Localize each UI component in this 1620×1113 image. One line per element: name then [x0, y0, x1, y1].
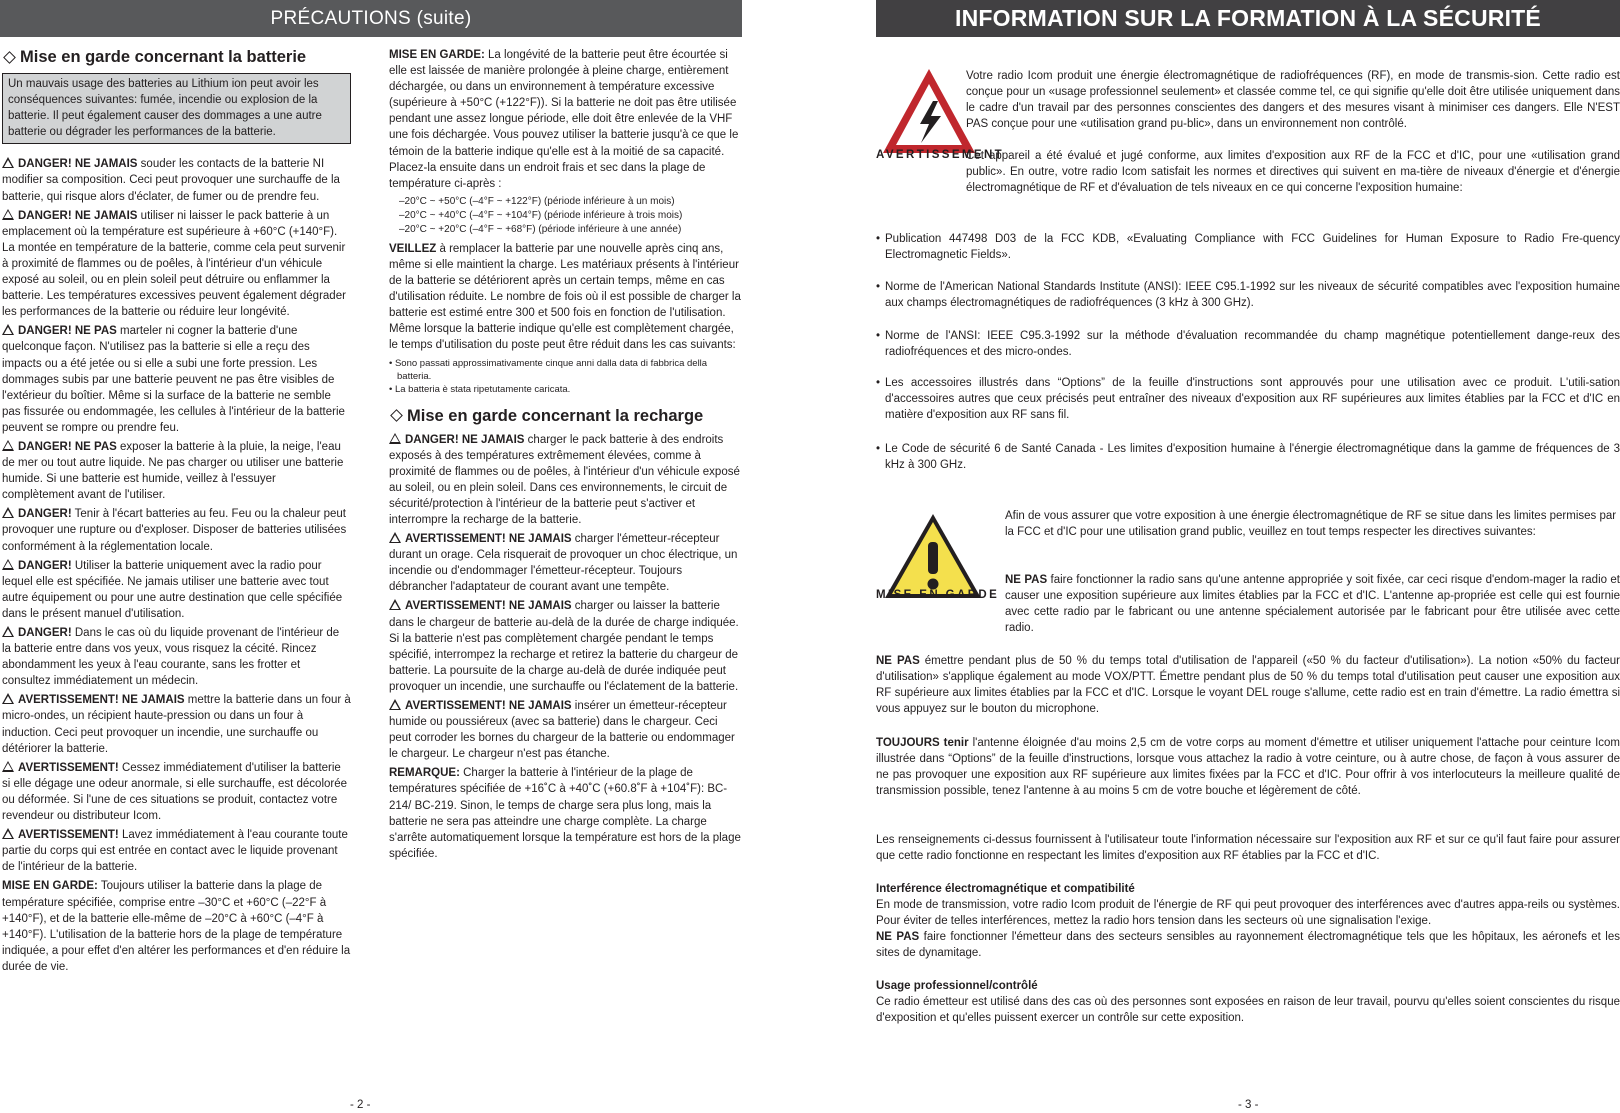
column-1 [2, 47, 351, 978]
warning-triangle-icon [2, 559, 14, 570]
caution-label: MISE EN GARDE [876, 589, 1000, 601]
recharge-warnings-list [389, 432, 741, 862]
page-header-precautions: PRÉCAUTIONS (suite) [0, 0, 742, 37]
replacement-paragraph: VEILLEZ à remplacer la batterie par une nouvelle après cinq ans, même si elle maintient la charge. Les matériaux présents à l'intérieur de la batterie se détériorent après un certain temps, même en cas d'utilisation réduite. Le nombre de fois où il est possible de charger la batterie est estimé entre 300 et 500 fois en fonction de l'utilisation. Même lorsque la batterie indique qu'elle est complètement chargée, le temps d'utilisation du poste peut être réduit dans les cas suivants: [389, 242, 741, 352]
diamond-icon [3, 51, 16, 64]
warning-paragraph: AVERTISSEMENT! NE JAMAIS insérer un émetteur-récepteur humide ou poussiéreux (avec sa batterie) dans le chargeur. Ceci peut corroder les bornes du chargeur de la batterie ou endommager le chargeur. Le chargeur n'est pas étanche. [389, 700, 735, 761]
battery-intro-box: Un mauvais usage des batteries au Lithium ion peut avoir les conséquences suivantes: fumée, incendie ou explosion de la batterie. Il peut également causer des dommages a une autre batterie ou dégrader les performances de la batterie. [2, 73, 351, 144]
warning-paragraph: DANGER! NE PAS exposer la batterie à la pluie, la neige, l'eau de mer ou tout autre liquide. Ne pas charger ou utiliser une batterie humide. Si une batterie est humide, veillez à l'essuyer complètement avant de l'utiliser. [2, 440, 344, 502]
usage-section-title: Usage professionnel/contrôlé [876, 980, 1038, 992]
warning-paragraph: REMARQUE: Charger la batterie à l'intérieur de la plage de températures spécifiée de +16˚C à +40˚C (+60.8˚F à +104˚F): BC-214/ BC-219. Sinon, le temps de charge sera plus long, mais la batterie ne sera pas atteindre une charge complète. La charge s'arrête automatiquement lorsque la température est hors de la plage spécifiée. [389, 767, 741, 860]
rf-intro-paragraph-2: Cet appareil a été évalué et jugé conforme, aux limites d'exposition aux RF de la FCC et d'IC, pour une «utilisation grand public». En outre, votre radio Icom satisfait les normes et directives qui suivent en ma-tière de niveaux d'énergie et d'énergie électromagnétique de RF et d'évaluation de tels niveaux en ce qui concerne l'exposition humaine: [966, 150, 1620, 195]
page-number-left: - 2 - [350, 1099, 371, 1111]
battery-section-title: Mise en garde concernant la batterie [2, 47, 351, 67]
warning-paragraph: AVERTISSEMENT! Cessez immédiatement d'utiliser la batterie si elle dégage une odeur anormale, si elle surchauffe, est décolorée ou déformée. Si l'une de ces situations se produit, contactez votre revendeur ou distributeur Icom. [2, 761, 348, 823]
exclamation-dot [928, 579, 939, 590]
warning-paragraph: DANGER! NE PAS marteler ni cogner la batterie d'une quelconque façon. N'utilisez pas la batterie si elle a reçu des impacts ou a été jetée ou si elle a subi une forte pression. Les dommages subis par une batterie peuvent ne pas être visibles de l'extérieur du boîtier. Même si la surface de la batterie ne semble pas fissurée ou endommagée, les cellules à l'intérieur de la batterie peuvent se rompre ou prendre feu. [2, 325, 345, 434]
exclamation-bar [928, 542, 938, 574]
reduced-time-cases-list [389, 357, 741, 396]
warning-triangle-icon [2, 209, 14, 220]
warning-paragraph: DANGER! NE JAMAIS souder les contacts de la batterie NI modifier sa composition. Ceci peut provoquer une surchauffe de la batterie, qui risque alors d'éclater, de fumer ou de prendre feu. [2, 158, 340, 203]
caution-intro-paragraph: Afin de vous assurer que votre exposition à une énergie électromagnétique de RF se situe dans les limites permises par la FCC et d'IC pour une utilisation grand public, veuillez en tout temps respecter les directives suivantes: [1005, 510, 1617, 539]
battery-warnings-list [2, 156, 351, 975]
page-number-right: - 3 - [1238, 1099, 1259, 1111]
right-page [876, 0, 1620, 1113]
warning-paragraph: DANGER! Dans le cas où du liquide provenant de l'intérieur de la batterie entre dans vos yeux, vous risquez la cécité. Rincez abondamment les yeux à l'eau courante, sans les frotter et consultez immédiatement un médecin. [2, 627, 340, 688]
warning-paragraph: AVERTISSEMENT! NE JAMAIS charger ou laisser la batterie dans le chargeur de batterie au-delà de la durée de charge indiquée. Si la batterie n'est pas complètement chargée pendant le temps spécifié, interrompez la recharge et retirez la batterie du chargeur de batterie. La poursuite de la charge au-delà de durée indiquée peut provoquer un incendie, une surchauffe ou l'éclatement de la batterie. [389, 600, 739, 693]
storage-caution-paragraph: MISE EN GARDE: La longévité de la batterie peut être écourtée si elle est laissée de manière prolongée à pleine charge, entièrement déchargée, ou dans un environnement à température excessive (supérieure à +50°C (+122°F)). Si la batterie ne doit pas être utilisée pendant une assez longue période, elle doit être enlevée de la VHF une fois déchargée. Vous pouvez utiliser la batterie jusqu'à ce que le témoin de la batterie indique qu'elle est à la moitié de sa capacité. Placez-la ensuite dans un endroit frais et sec dans la plage de température ci-après : [389, 49, 739, 190]
warning-label: AVERTISSEMENT [876, 149, 1005, 161]
warning-paragraph: DANGER! Utiliser la batterie uniquement avec la radio pour lequel elle est spécifiée. Ne jamais utiliser une batterie avec tout autre équipement ou pour une autre destination que celle spécifiée dans le présent manuel d'utilisation. [2, 559, 343, 620]
warning-triangle-icon [2, 626, 14, 637]
left-page [0, 0, 742, 1113]
warning-triangle-icon [2, 828, 14, 839]
warning-triangle-icon [2, 761, 14, 772]
usage-paragraph: Ce radio émetteur est utilisé dans des cas où des personnes sont exposées en raison de leur travail, pourvu qu'elles soient conscientes du risque d'exposition et qu'elles puissent exercer un contrôle sur cette exposition. [876, 996, 1620, 1025]
recharge-section-title: Mise en garde concernant la recharge [389, 406, 741, 426]
column-2 [389, 47, 741, 865]
page-header-rf-safety: INFORMATION SUR LA FORMATION À LA SÉCURITÉ [876, 0, 1620, 37]
warning-triangle-icon [389, 433, 401, 444]
warning-paragraph: DANGER! NE JAMAIS utiliser ni laisser le pack batterie à un emplacement où la température est supérieure à +60°C (+140°F). La montée en température de la batterie, comme cela peut survenir à proximité de flammes ou de poêles, à l'intérieur d'un véhicule exposé au soleil, ou en plein soleil peut détruire ou enflammer la batterie. Les températures excessives peuvent également dégrader les performances de la batterie ou réduire leur longévité. [2, 209, 346, 319]
warning-paragraph: AVERTISSEMENT! NE JAMAIS mettre la batterie dans un four à micro-ondes, un récipient haute-pression ou dans un four à induction. Ceci peut provoquer un incendie, une surchauffe ou détériorer la batterie. [2, 694, 351, 755]
warning-triangle-icon [2, 507, 14, 518]
temperature-range-item: –20°C ~ +40°C (–4°F ~ +104°F) (période inférieure à trois mois) [399, 209, 683, 221]
emc-nepas-paragraph: NE PAS faire fonctionner l'émetteur dans des secteurs sensibles au rayonnement électromagnétique tels que les hôpitaux, les aéronefs et les sites de dynamitage. [876, 931, 1620, 960]
warning-triangle-icon [2, 324, 14, 335]
warning-paragraph: AVERTISSEMENT! NE JAMAIS charger l'émetteur-récepteur durant un orage. Cela risquerait de provoquer un choc électrique, un incendie ou d'endommager l'émetteur-récepteur. Toujours débrancher l'adaptateur de courant avant une tempête. [389, 533, 738, 594]
diamond-icon [390, 409, 403, 422]
warning-paragraph: AVERTISSEMENT! Lavez immédiatement à l'eau courante toute partie du corps qui est entrée en contact avec le liquide provenant de l'intérieur de la batterie. [2, 829, 348, 874]
antenna-distance-paragraph: TOUJOURS tenir l'antenne éloignée d'au moins 2,5 cm de votre corps au moment d'émettre et utiliser uniquement l'attache pour ceinture Icom illustrée dans “Options” de la feuille d'instructions, lorsque vous attachez la radio à votre ceinture, ou à autre chose, de façon à vous assurer de ne pas provoquer une exposition aux RF supérieure aux limites fixées par la FCC et d'IC. Pour offrir à vos interlocuteurs la meilleure qualité de transmission possible, tenez l'antenne à au moins 5 cm de votre bouche et légèrement de côté. [876, 737, 1620, 798]
storage-temperature-list [389, 195, 741, 237]
standards-list-item: • Les accessoires illustrés dans “Options” de la feuille d'instructions sont approuvés pour une utilisation avec ce produit. L'utili-sation d'accessoires autres que ceux précisés peut entraîner des niveaux d'exposition aux RF supérieures aux limites établies par la FCC et d'IC en matière d'exposition aux RF sans fil. [876, 377, 1620, 422]
list-item: • La batteria è stata ripetutamente caricata. [389, 383, 571, 395]
warning-triangle-icon [2, 157, 14, 168]
warning-paragraph: DANGER! NE JAMAIS charger le pack batterie à des endroits exposés à des températures extrêmement élevées, comme à proximité de flammes ou de poêles, à l'intérieur d'un véhicule exposé au soleil, ou en plein soleil. Dans ces environnements, le circuit de sécurité/protection à l'intérieur de la batterie peut s'activer et interrompre la recharge de la batterie. [389, 433, 740, 526]
rf-intro-paragraph: Votre radio Icom produit une énergie électromagnétique de radiofréquences (RF), en mode de transmis-sion. Cette radio est conçue pour un «usage professionnel seulement» et classée comme tel, ce qui signifie qu'elle doit être utilisée uniquement dans le cadre d'un travail par des personnes conscientes des dangers et des mesures visant à minimiser ces dangers. Elle N'EST PAS conçue pour une «utilisation grand pu-blic», dans un environnement non contrôlé. [966, 70, 1620, 131]
standards-list-item: • Norme de l'American National Standards Institute (ANSI): IEEE C95.1-1992 sur les niveaux de sécurité compatibles avec l'exposition humaine aux champs électromagnétiques de radiofréquences (3 kHz à 300 GHz). [876, 281, 1620, 310]
warning-triangle-icon [389, 599, 401, 610]
antenna-caution-paragraph: NE PAS faire fonctionner la radio sans qu'une antenne appropriée y soit fixée, car ceci risque d'endom-mager la radio et causer une exposition supérieure aux limites établies par la FCC et d'IC. L'antenne ap-propriée est celle qui est fournie avec cette radio par le fabricant ou une antenne spécialement autorisée par le fabricant pour être utilisée avec cette radio. [1005, 574, 1620, 635]
duty-cycle-paragraph: NE PAS émettre pendant plus de 50 % du temps total d'utilisation de l'appareil («50 % du facteur d'utilisation»). La notion «50% du facteur d'utilisation» s'applique également au mode VOX/PTT. Émettre pendant plus de 50 % du temps total d'utilisation peut causer une exposition aux RF supérieure aux limites établies par la FCC et d'IC. Lorsque le voyant DEL rouge s'allume, cette radio est en train d'émettre. La radio émettra si vous appuyez sur le bouton du microphone. [876, 655, 1620, 716]
standards-list-item: • Le Code de sécurité 6 de Santé Canada - Les limites d'exposition humaine à l'énergie électromagnétique dans la gamme de fréquences de 3 kHz à 300 GHz. [876, 443, 1620, 472]
standards-list-item: • Norme de l'ANSI: IEEE C95.3-1992 sur la méthode d'évaluation recommandée du champ magnétique potentiellement dange-reux des radiofréquences et des micro-ondes. [876, 330, 1620, 359]
warning-triangle-icon [2, 693, 14, 704]
standards-list-item: • Publication 447498 D03 de la FCC KDB, «Evaluating Compliance with FCC Guidelines for Human Exposure to Radio Fre-quency Electromagnetic Fields». [876, 233, 1620, 262]
temperature-range-item: –20°C ~ +50°C (–4°F ~ +122°F) (période inférieure à un mois) [399, 195, 675, 207]
warning-paragraph: MISE EN GARDE: Toujours utiliser la batterie dans la plage de température spécifiée, comprise entre –30°C et +60°C (–22°F à +140°F), et de la batterie elle-même de –20°C à +60°C (–4°F à +140°F). L'utilisation de la batterie hors de la plage de température indiquée, a pour effet d'en altérer les performances et d'en réduire la durée de vie. [2, 880, 351, 973]
emc-paragraph: En mode de transmission, votre radio Icom produit de l'énergie de RF qui peut provoquer des interférences avec d'autres appa-reils ou systèmes. Pour éviter de telles interférences, mettez la radio hors tension dans les secteurs où une signalisation l'exige. [876, 899, 1620, 928]
list-item: • Sono passati approssimativamente cinque anni dalla data di fabbrica della batteria. [389, 357, 708, 382]
warning-paragraph: DANGER! Tenir à l'écart batteries au feu. Feu ou la chaleur peut provoquer une rupture ou d'exploser. Disposer de batteries utilisées conformément à la réglementation locale. [2, 508, 347, 553]
temperature-range-item: –20°C ~ +20°C (–4°F ~ +68°F) (période inférieure à une année) [399, 223, 682, 235]
emc-section-title: Interférence électromagnétique et compatibilité [876, 883, 1135, 895]
warning-triangle-icon [389, 699, 401, 710]
warning-triangle-icon [2, 440, 14, 451]
warning-triangle-icon [389, 532, 401, 543]
information-summary-paragraph: Les renseignements ci-dessus fournissent à l'utilisateur toute l'information nécessaire sur l'exposition aux RF et sur ce qu'il faut faire pour assurer que cette radio fonctionne en respectant les limites d'exposition aux RF établies par la FCC et d'IC. [876, 834, 1620, 863]
